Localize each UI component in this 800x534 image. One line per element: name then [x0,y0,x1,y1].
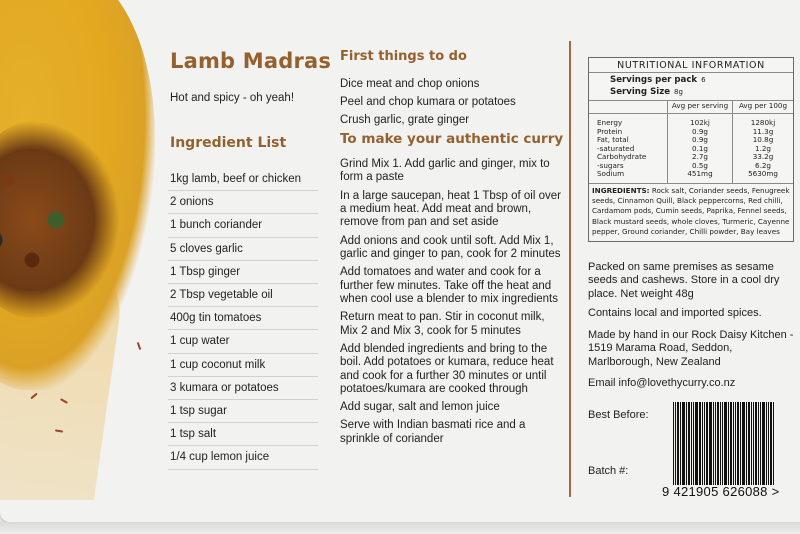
servings-value: 6 [701,76,706,84]
ingredient-item: 2 onions [168,191,318,214]
ingredient-item: 1 tsp sugar [168,400,318,423]
per-100g-column-header: Avg per 100g [733,101,794,114]
nutrition-panel [588,57,794,242]
first-things-list [340,75,565,129]
method-step: Add sugar, salt and lemon juice [340,401,500,414]
contact-email: Email info@lovethycurry.co.nz [588,377,736,389]
box-edge [0,522,800,534]
serving-size-label: Serving Size [610,86,671,97]
nutrient-per-serving: 102kj [668,114,733,128]
ingredient-item: 1 cup coconut milk [168,354,318,377]
nutrient-name: Carbohydrate [597,152,647,161]
nutrient-name: Sodium [597,169,625,178]
nutrient-name: Protein [597,126,623,136]
nutrient-column-header [589,101,668,114]
best-before-label: Best Before: [588,409,649,421]
prep-item: Peel and chop kumara or potatoes [340,96,516,108]
prep-item: Dice meat and chop onions [340,78,480,90]
ingredient-item: 400g tin tomatoes [168,307,318,330]
method-step: Serve with Indian basmati rice and a sprinkle of coriander [340,419,526,445]
nutrient-per-100g: 1.2g [755,143,771,153]
method-step: Add blended ingredients and bring to the boil. Add potatoes or kumara, reduce heat and cook for a further 30 minutes or until potatoes/kumara are cooked through [340,342,554,396]
method-step: In a large saucepan, heat 1 Tbsp of oil over a medium heat. Add meat and brown, remove from pan and set aside [340,189,561,229]
nutrient-per-100g: 6.2g [755,160,771,170]
spice-ingredients-label: INGREDIENTS: [592,185,650,195]
nutrient-per-100g: 10.8g [752,135,774,144]
method-step: Add onions and cook until soft. Add Mix 1, garlic and ginger to pan, cook for 2 minutes [340,234,561,261]
nutrient-name: -sugars [597,160,624,170]
method-step: Grind Mix 1. Add garlic and ginger, mix to form a paste [340,158,550,184]
nutrition-row [589,170,793,183]
ingredient-item: 5 cloves garlic [168,238,318,261]
nutrient-per-serving: 0.9g [668,128,733,137]
servings-label: Servings per pack [610,75,698,85]
barcode-number: 9 421905 626088 > [662,484,780,499]
nutrient-per-serving: 2.7g [668,153,733,162]
serving-size-value: 8g [674,87,683,96]
barcode-icon [673,402,785,485]
method-step: Return meat to pan. Stir in coconut milk, Mix 2 and Mix 3, cook for 5 minutes [340,311,545,337]
nutrient-name: Energy [597,118,623,127]
spice-ingredients [589,183,793,241]
recipe-title: Lamb Madras [170,49,332,73]
recipe-subtitle: Hot and spicy - oh yeah! [170,92,295,104]
first-things-heading: First things to do [340,49,467,64]
column-divider [569,41,571,497]
nutrient-per-serving: 0.1g [668,145,733,154]
ingredient-list [168,168,318,470]
saffron-fleck [137,342,142,350]
per-serving-column-header: Avg per serving [668,101,733,114]
method-heading: To make your authentic curry [340,131,564,147]
nutrition-table [589,101,793,183]
ingredient-list-heading: Ingredient List [170,135,287,151]
prep-item: Crush garlic, grate ginger [340,114,470,126]
maker-address: Made by hand in our Rock Daisy Kitchen - 1519 Marama Road, Seddon, Marlborough, New Zealand [588,329,794,368]
method-steps [340,158,562,451]
ingredient-item: 1kg lamb, beef or chicken [168,168,318,191]
ingredient-item: 1 tsp salt [168,423,318,446]
ingredient-item: 2 Tbsp vegetable oil [168,284,318,307]
packing-note: Packed on same premises as sesame seeds and cashews. Store in a cool dry place. Net weight 48g [588,261,780,300]
nutrient-per-100g: 33.2g [752,152,774,161]
nutrient-name: Fat, total [597,135,629,144]
nutrient-per-serving: 451mg [668,170,733,183]
spice-ingredients-text: Rock salt, Coriander seeds, Fenugreek seeds, Cinnamon Quill, Black peppercorns, Red chilli, Cardamom pods, Cumin seeds, Paprika, Fennel seeds, Black mustard seeds, whole cloves, Turmeric, Cayenne pepper, Ground coriander, Chilli powder, Bay leaves [592,185,790,237]
nutrient-per-serving: 0.5g [668,162,733,171]
curry-spice-photo [0,0,158,500]
ingredient-item: 1/4 cup lemon juice [168,446,318,469]
method-step: Add tomatoes and water and cook for a further few minutes. Take off the heat and when cool use a blender to mix ingredients [340,266,558,306]
nutrient-name: -saturated [597,143,635,153]
contains-note: Contains local and imported spices. [588,307,762,319]
nutrition-title: NUTRITIONAL INFORMATION [589,58,793,73]
ingredient-item: 1 Tbsp ginger [168,261,318,284]
nutrient-per-100g: 1280kj [750,118,776,127]
ingredient-item: 3 kumara or potatoes [168,377,318,400]
nutrient-per-100g: 11.3g [752,126,774,136]
ingredient-item: 1 cup water [168,330,318,353]
nutrient-per-100g: 5630mg [748,169,778,178]
servings-info [589,73,793,101]
nutrient-per-serving: 0.9g [668,136,733,145]
batch-label: Batch #: [588,465,629,477]
ingredient-item: 1 bunch coriander [168,214,318,237]
nutrition-row [589,114,793,128]
